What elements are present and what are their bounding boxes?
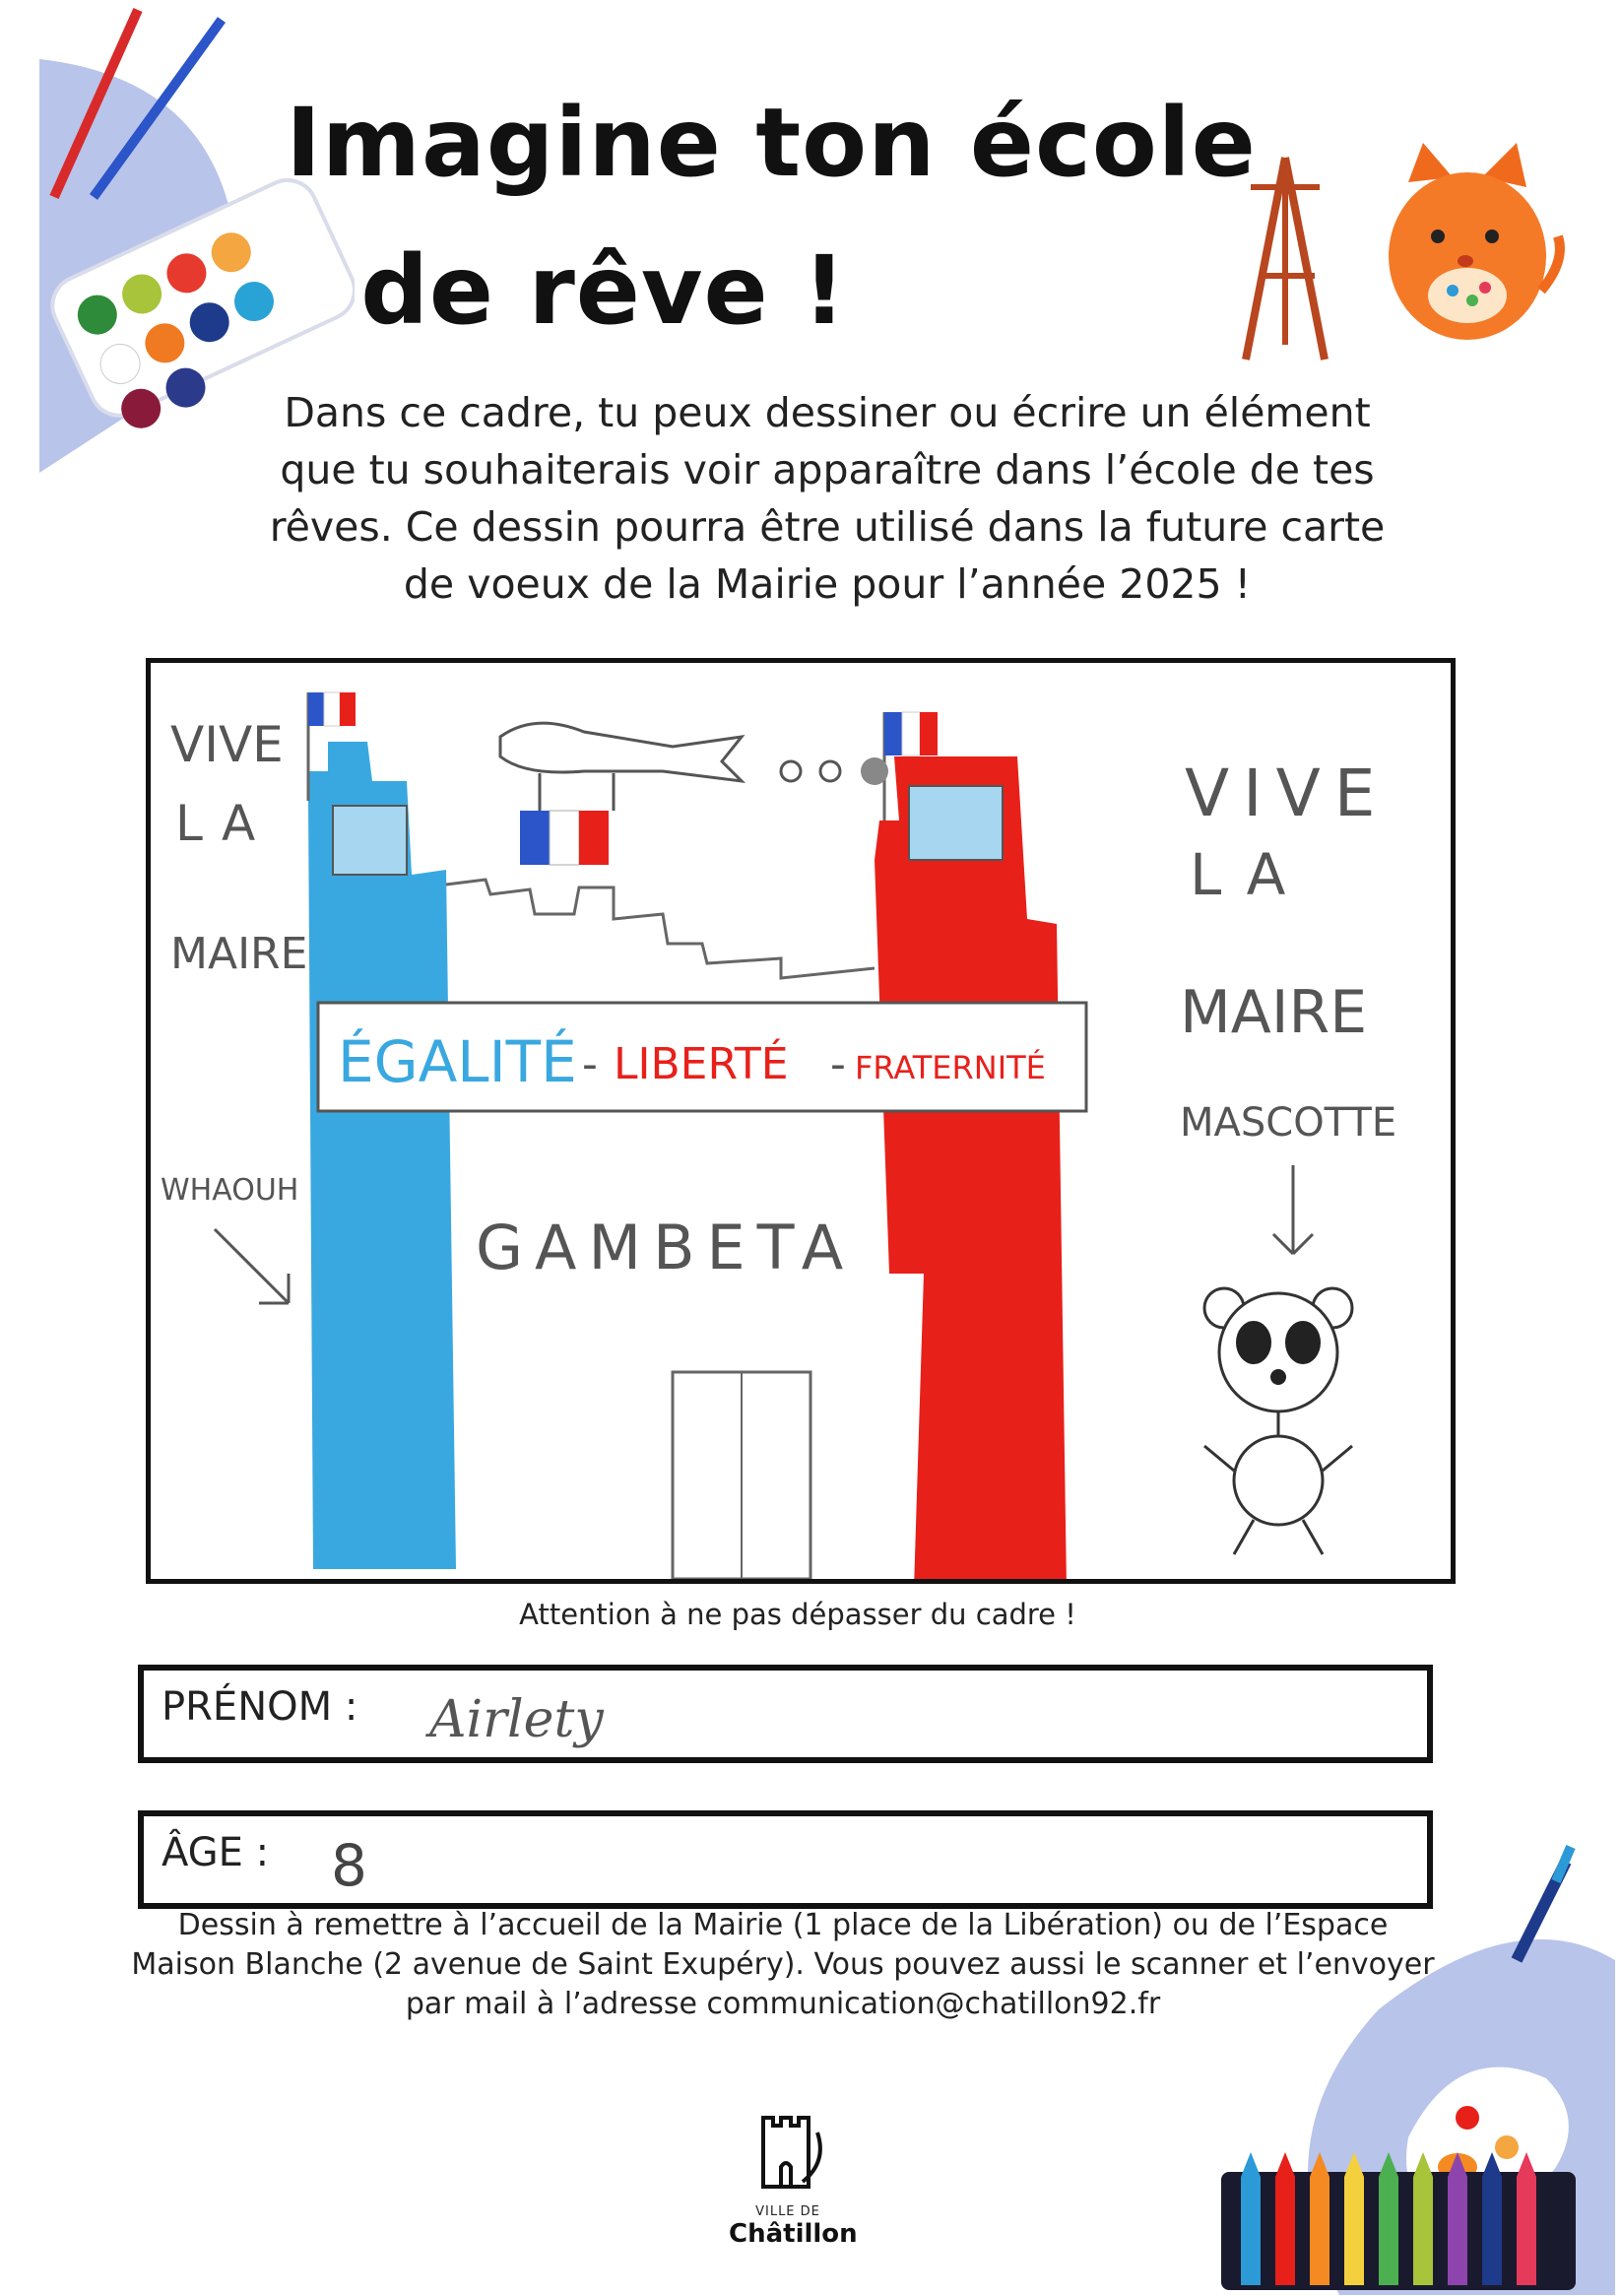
footer-instructions bbox=[118, 1906, 1448, 2024]
label-vive-right: VIVE bbox=[1185, 755, 1390, 831]
drawing-frame bbox=[146, 658, 1456, 1584]
footer-line: Maison Blanche (2 avenue de Saint Exupéry). Vous pouvez aussi le scanner et l’envoyer bbox=[131, 1947, 1435, 1982]
red-tower-window bbox=[909, 786, 1003, 860]
logo-small-text: VILLE DE bbox=[755, 2204, 820, 2219]
label-mascotte: MASCOTTE bbox=[1180, 1100, 1397, 1146]
arrow-left bbox=[215, 1229, 289, 1303]
logo-name: Châtillon bbox=[729, 2219, 858, 2249]
child-drawing bbox=[151, 663, 1451, 1579]
blue-tower-window bbox=[333, 806, 407, 875]
red-tower bbox=[875, 756, 1067, 1579]
wall-outline bbox=[446, 880, 875, 978]
banner-sep-1: - bbox=[582, 1039, 598, 1089]
footer-line: par mail à l’adresse communication@chatillon92.fr bbox=[405, 1987, 1161, 2021]
panda-mascot-drawing bbox=[1204, 1288, 1352, 1554]
prenom-label: PRÉNOM : bbox=[162, 1684, 358, 1730]
age-value: 8 bbox=[331, 1832, 367, 1899]
prenom-value: Airlety bbox=[429, 1690, 604, 1749]
intro-line: rêves. Ce dessin pourra être utilisé dans la future carte bbox=[269, 503, 1386, 551]
prenom-field[interactable] bbox=[138, 1665, 1433, 1763]
title-line-2: de rêve ! bbox=[360, 235, 847, 346]
chatillon-logo-icon bbox=[744, 2108, 832, 2197]
label-maire-left: MAIRE bbox=[170, 929, 308, 979]
airplane-drawing bbox=[500, 723, 888, 865]
label-la-right: LA bbox=[1190, 841, 1310, 908]
crayon-set-icon bbox=[1221, 2142, 1576, 2290]
intro-line: de voeux de la Mairie pour l’année 2025 ! bbox=[403, 560, 1252, 608]
gambeta-text: GAMBETA bbox=[476, 1212, 856, 1283]
label-maire-right: MAIRE bbox=[1180, 978, 1368, 1047]
intro-paragraph bbox=[177, 384, 1477, 613]
chatillon-logo bbox=[729, 2108, 858, 2265]
title-line-1: Imagine ton école bbox=[286, 88, 1257, 198]
intro-line: que tu souhaiterais voir apparaître dans l’école de tes bbox=[280, 446, 1375, 493]
age-field[interactable] bbox=[138, 1810, 1433, 1909]
intro-line: Dans ce cadre, tu peux dessiner ou écrire un élément bbox=[284, 389, 1371, 436]
label-vive-left: VIVE bbox=[170, 716, 284, 773]
footer-line: Dessin à remettre à l’accueil de la Mairie (1 place de la Libération) ou de l’Espace bbox=[177, 1908, 1389, 1942]
arrow-right bbox=[1273, 1165, 1313, 1254]
label-la-left: LA bbox=[175, 795, 274, 852]
banner-egalite: ÉGALITÉ bbox=[338, 1028, 577, 1095]
banner-sep-2: - bbox=[830, 1039, 846, 1089]
age-label: ÂGE : bbox=[162, 1830, 270, 1875]
page-title bbox=[0, 69, 1621, 364]
frame-warning: Attention à ne pas dépasser du cadre ! bbox=[519, 1598, 1076, 1631]
label-whaouh: WHAOUH bbox=[161, 1173, 299, 1208]
banner-liberte: LIBERTÉ bbox=[614, 1039, 789, 1089]
banner-fraternite: FRATERNITÉ bbox=[855, 1049, 1046, 1086]
